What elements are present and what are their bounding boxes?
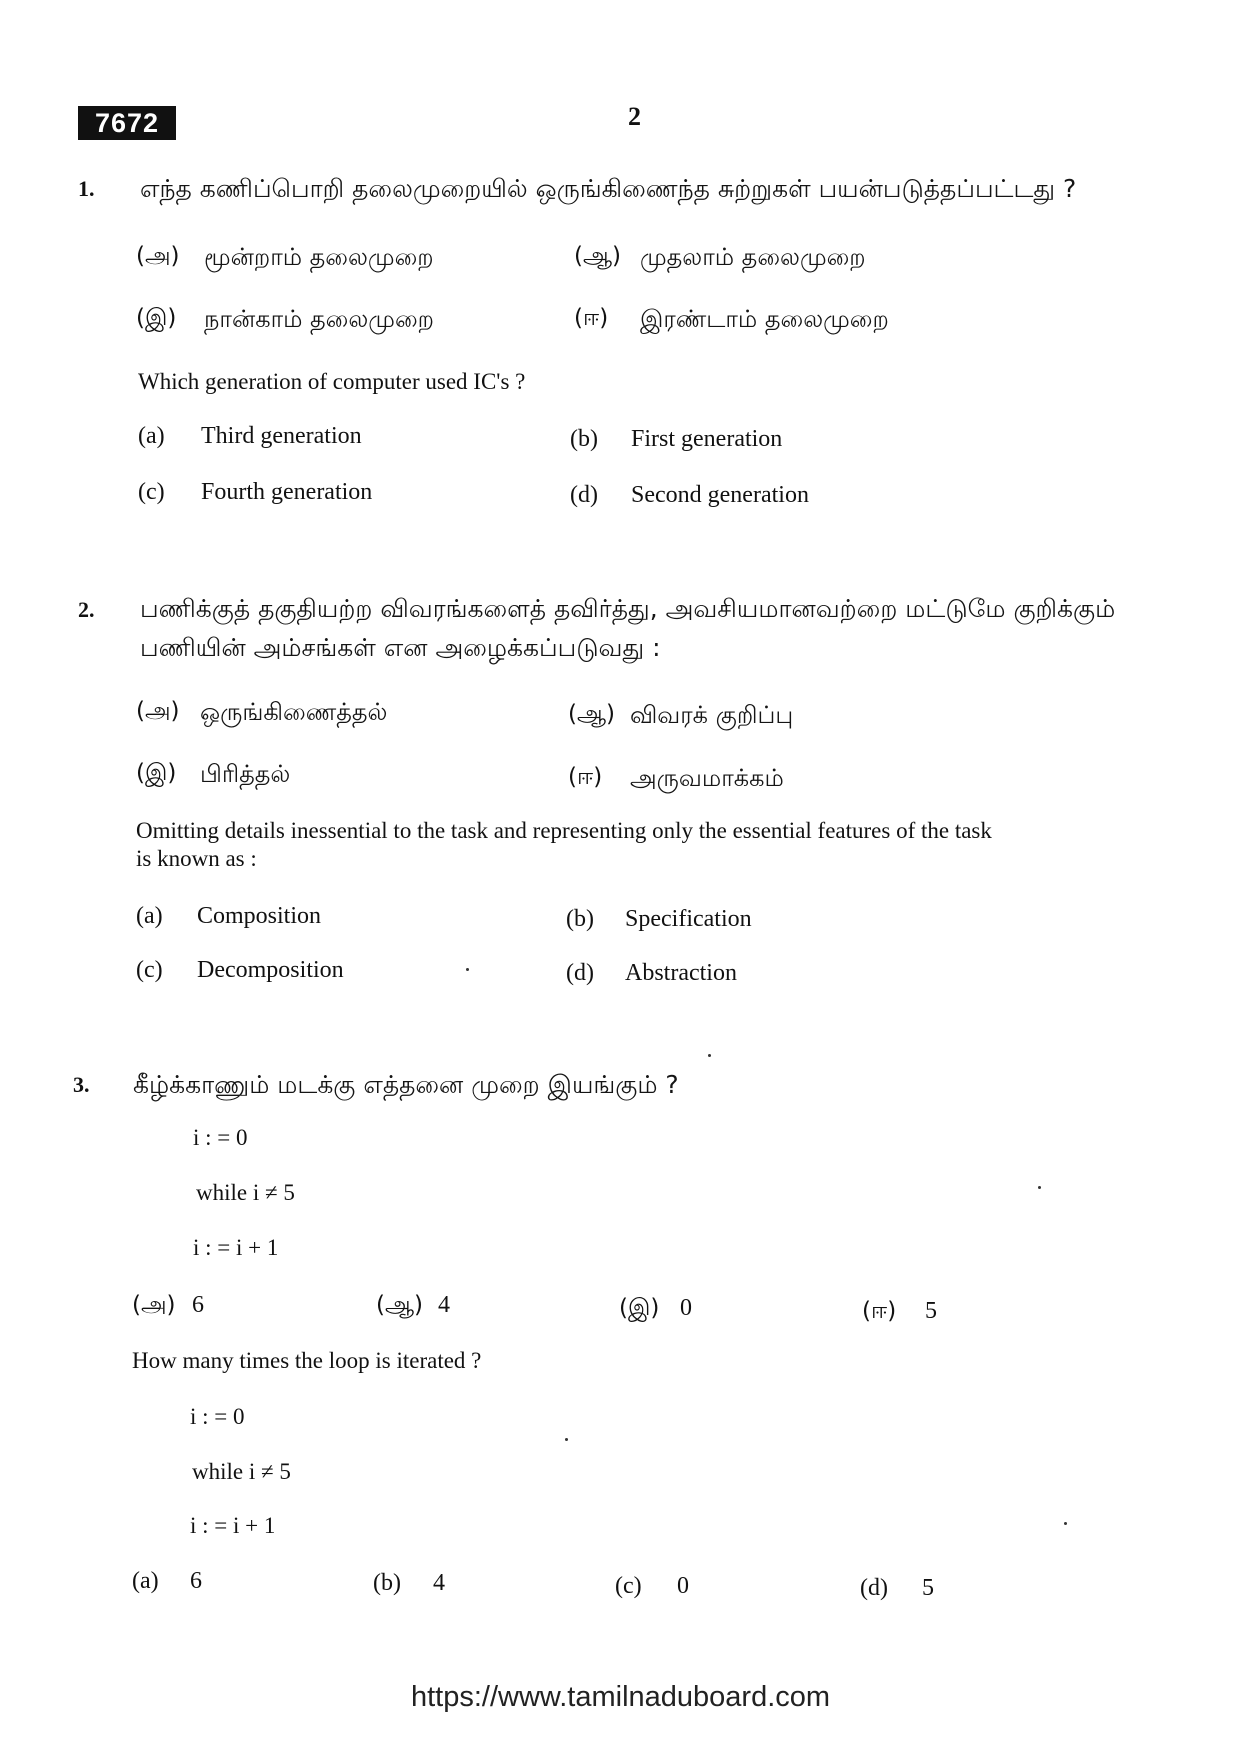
scan-speck bbox=[1038, 1186, 1041, 1189]
english-option-text: 5 bbox=[922, 1575, 934, 1601]
tamil-option-text: இரண்டாம் தலைமுறை bbox=[640, 305, 889, 333]
option-marker: (a) bbox=[136, 903, 163, 929]
tamil-option-text: 4 bbox=[438, 1292, 450, 1318]
english-option-text: Third generation bbox=[201, 423, 362, 449]
english-question-text: is known as : bbox=[136, 846, 257, 871]
option-marker: (ஆ) bbox=[568, 701, 616, 727]
footer-url[interactable]: https://www.tamilnaduboard.com bbox=[410, 1681, 831, 1713]
english-question-text: Omitting details inessential to the task and representing only the essential features of the task bbox=[136, 818, 992, 843]
code-line: i : = i + 1 bbox=[193, 1235, 279, 1260]
code-line: while i ≠ 5 bbox=[196, 1180, 295, 1205]
option-marker: (ஆ) bbox=[376, 1292, 424, 1318]
tamil-option-text: மூன்றாம் தலைமுறை bbox=[204, 243, 434, 271]
option-marker: (c) bbox=[138, 479, 165, 505]
option-marker: (a) bbox=[138, 423, 165, 449]
option-marker: (இ) bbox=[136, 305, 177, 331]
code-line: while i ≠ 5 bbox=[192, 1459, 291, 1484]
question-number: 3. bbox=[73, 1072, 90, 1097]
tamil-option-text: பிரித்தல் bbox=[200, 760, 291, 788]
option-marker: (அ) bbox=[132, 1292, 176, 1318]
english-option-text: 0 bbox=[677, 1573, 689, 1599]
option-marker: (ஈ) bbox=[574, 305, 609, 331]
english-option-text: Fourth generation bbox=[201, 479, 373, 505]
english-option-text: Second generation bbox=[631, 482, 809, 508]
tamil-option-text: நான்காம் தலைமுறை bbox=[204, 305, 435, 333]
option-marker: (ஈ) bbox=[568, 764, 603, 790]
code-line: i : = 0 bbox=[190, 1404, 245, 1429]
option-marker: (d) bbox=[570, 482, 598, 508]
code-line: i : = i + 1 bbox=[190, 1513, 276, 1538]
option-marker: (d) bbox=[566, 960, 594, 986]
tamil-option-text: 5 bbox=[925, 1298, 937, 1324]
question-number: 2. bbox=[78, 597, 95, 622]
option-marker: (ஈ) bbox=[862, 1298, 897, 1324]
tamil-option-text: அருவமாக்கம் bbox=[630, 764, 784, 792]
scan-speck bbox=[708, 1054, 711, 1057]
option-marker: (அ) bbox=[136, 698, 180, 724]
option-marker: (c) bbox=[136, 957, 163, 983]
scan-speck bbox=[1064, 1522, 1067, 1525]
code-line: i : = 0 bbox=[193, 1125, 248, 1150]
option-marker: (இ) bbox=[619, 1295, 660, 1321]
english-option-text: Specification bbox=[625, 906, 752, 932]
tamil-option-text: விவரக் குறிப்பு bbox=[630, 701, 794, 729]
question-number: 1. bbox=[78, 176, 95, 201]
option-marker: (d) bbox=[860, 1575, 888, 1601]
english-option-text: 6 bbox=[190, 1568, 202, 1594]
scan-speck bbox=[466, 968, 469, 971]
scan-speck bbox=[565, 1438, 568, 1441]
option-marker: (அ) bbox=[136, 243, 180, 269]
english-option-text: Decomposition bbox=[197, 957, 344, 983]
option-marker: (a) bbox=[132, 1568, 159, 1594]
english-question-text: How many times the loop is iterated ? bbox=[132, 1348, 482, 1373]
paper-code-badge: 7672 bbox=[78, 106, 176, 140]
option-marker: (b) bbox=[566, 906, 594, 932]
tamil-question-text: கீழ்க்காணும் மடக்கு எத்தனை முறை இயங்கும் ? bbox=[133, 1070, 679, 1099]
english-option-text: Abstraction bbox=[625, 960, 737, 986]
english-option-text: 4 bbox=[433, 1570, 445, 1596]
tamil-question-text: பணியின் அம்சங்கள் என அழைக்கப்படுவது : bbox=[140, 633, 661, 662]
english-question-text: Which generation of computer used IC's ? bbox=[138, 369, 526, 394]
tamil-option-text: 0 bbox=[680, 1295, 692, 1321]
tamil-question-text: எந்த கணிப்பொறி தலைமுறையில் ஒருங்கிணைந்த சுற்றுகள் பயன்படுத்தப்பட்டது ? bbox=[140, 174, 1077, 203]
tamil-option-text: முதலாம் தலைமுறை bbox=[640, 243, 866, 271]
tamil-question-text: பணிக்குத் தகுதியற்ற விவரங்களைத் தவிர்த்து, அவசியமானவற்றை மட்டுமே குறிக்கும் bbox=[140, 594, 1116, 623]
option-marker: (b) bbox=[570, 426, 598, 452]
option-marker: (b) bbox=[373, 1570, 401, 1596]
option-marker: (இ) bbox=[136, 760, 177, 786]
tamil-option-text: ஒருங்கிணைத்தல் bbox=[200, 698, 388, 726]
english-option-text: Composition bbox=[197, 903, 322, 929]
tamil-option-text: 6 bbox=[192, 1292, 204, 1318]
option-marker: (c) bbox=[615, 1573, 642, 1599]
english-option-text: First generation bbox=[631, 426, 783, 452]
option-marker: (ஆ) bbox=[574, 243, 622, 269]
page-number: 2 bbox=[628, 102, 641, 131]
